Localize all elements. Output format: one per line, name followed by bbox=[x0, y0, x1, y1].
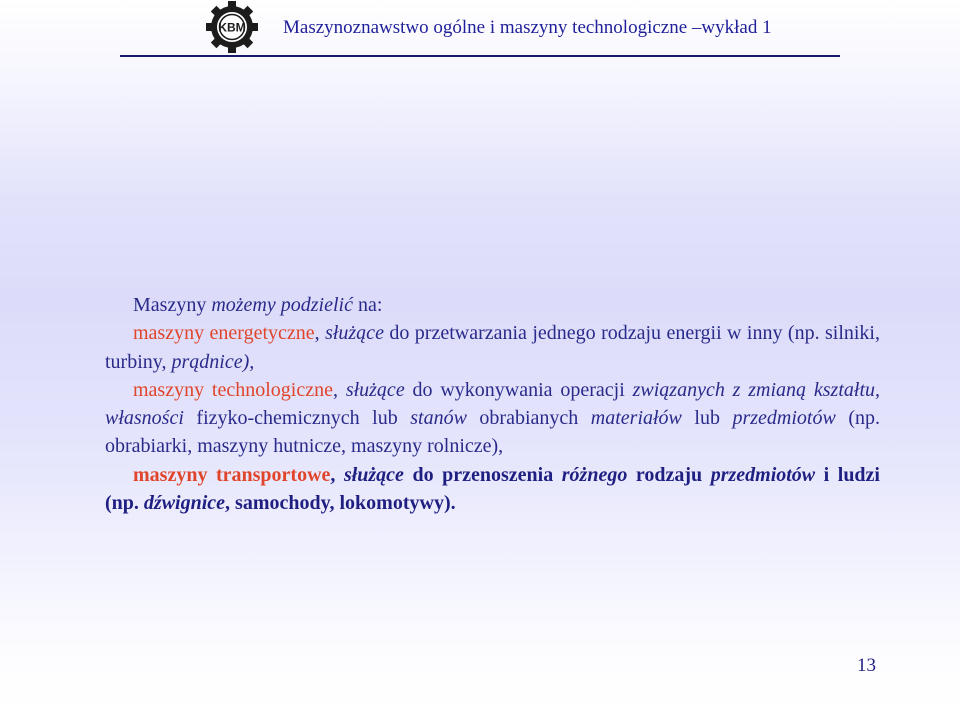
emph-materials: materiałów bbox=[590, 407, 682, 430]
term-energetic-machines: maszyny energetyczne bbox=[133, 322, 315, 345]
description-text: do przenoszenia bbox=[403, 463, 562, 486]
punct: , bbox=[314, 322, 326, 345]
description-text: i ludzi (np. bbox=[105, 463, 880, 515]
emph-serving: służące bbox=[325, 322, 384, 345]
emph-cranes: dźwignice bbox=[143, 492, 226, 515]
emph-serving: służące bbox=[343, 463, 404, 486]
intro-text: Maszyny bbox=[133, 294, 212, 316]
emph-serving: służące bbox=[345, 378, 405, 401]
kbm-logo bbox=[206, 1, 258, 53]
list-item-energetic bbox=[105, 319, 880, 376]
slide-header bbox=[0, 0, 960, 60]
emph-various: różnego bbox=[561, 463, 628, 486]
description-text: obrabianych bbox=[466, 407, 591, 430]
emph-objects: przedmiotów bbox=[710, 463, 816, 486]
page-number: 13 bbox=[857, 655, 876, 676]
description-text: rodzaju bbox=[627, 463, 711, 486]
description-text: do przetwarzania jednego rodzaju energii w inny (np. silniki, turbiny, bbox=[105, 322, 880, 373]
punct: , bbox=[330, 463, 344, 486]
emph-states: stanów bbox=[410, 407, 467, 430]
list-item-technological bbox=[105, 376, 880, 461]
emph-shape-change: związanych z zmianą kształtu, własności bbox=[105, 378, 881, 430]
term-technological-machines: maszyny technologiczne bbox=[133, 378, 333, 401]
intro-emphasis: możemy podzielić bbox=[211, 294, 353, 316]
intro-line bbox=[105, 291, 880, 319]
description-text: fizyko-chemicznych lub bbox=[183, 407, 411, 430]
header-divider bbox=[120, 55, 840, 57]
emph-objects: przedmiotów bbox=[732, 407, 836, 430]
description-text: do wykonywania operacji bbox=[404, 378, 633, 401]
description-text: (np. obrabiarki, maszyny hutnicze, maszyny rolnicze), bbox=[105, 407, 880, 458]
punct: , bbox=[332, 378, 346, 401]
list-item-transport bbox=[105, 461, 880, 518]
description-text: , samochody, lokomotywy). bbox=[225, 492, 456, 515]
lecture-title: Maszynoznawstwo ogólne i maszyny technologiczne –wykład 1 bbox=[283, 17, 772, 38]
slide-body bbox=[105, 291, 880, 517]
description-text: lub bbox=[681, 407, 733, 430]
emph-generators: prądnice), bbox=[171, 350, 255, 373]
logo-lettering: KBM bbox=[218, 20, 246, 35]
term-transport-machines: maszyny transportowe bbox=[133, 463, 331, 486]
intro-text-end: na: bbox=[352, 294, 383, 316]
